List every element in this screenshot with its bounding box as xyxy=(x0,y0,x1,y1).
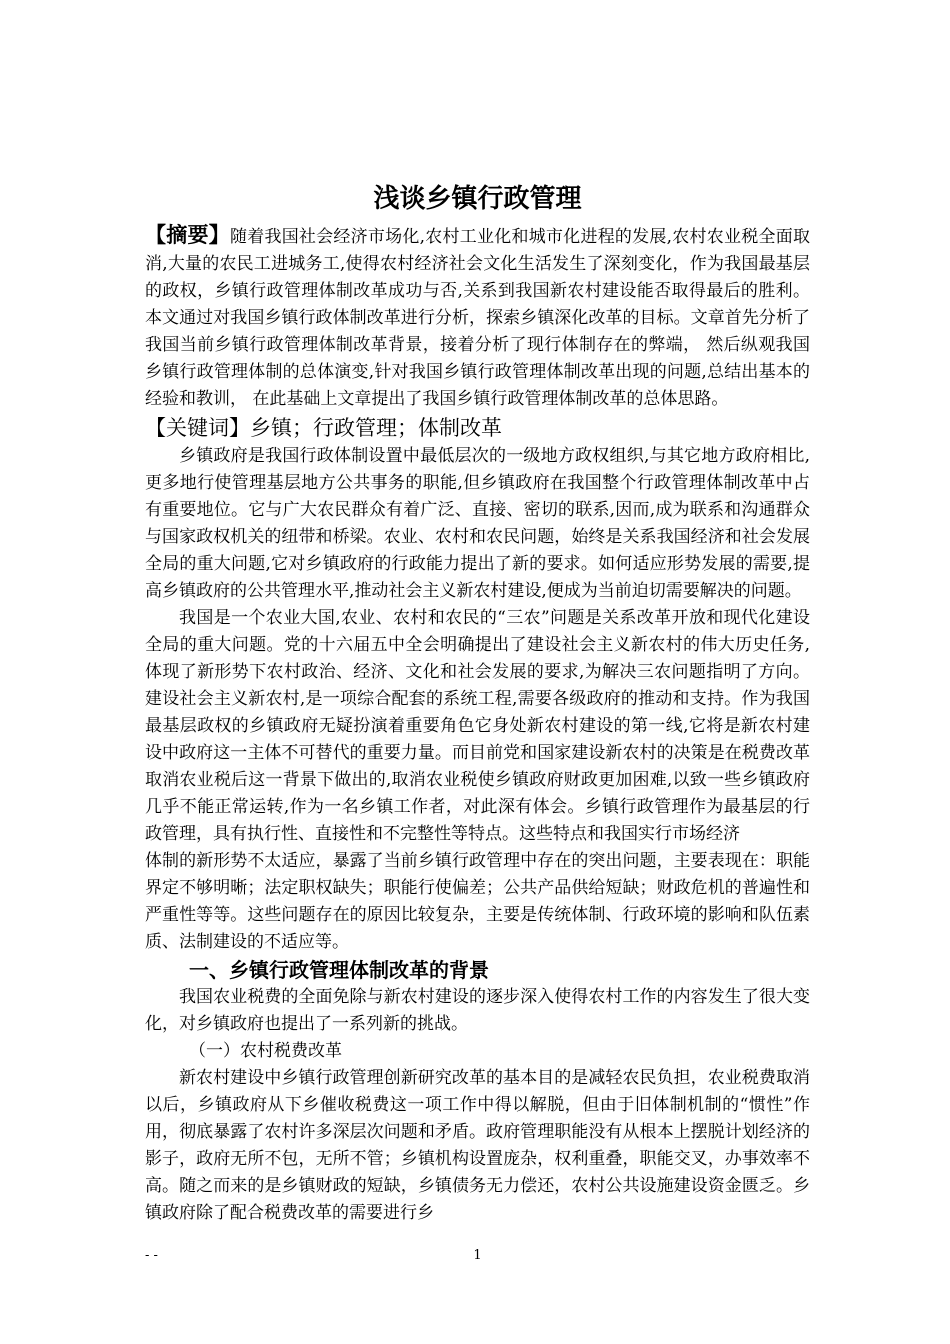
body-paragraph-1: 乡镇政府是我国行政体制设置中最低层次的一级地方政权组织,与其它地方政府相比,更多地行使管理基层地方公共事务的职能,但乡镇政府在我国整个行政管理体制改革中占有重要地位。它与广大农民群众有着广泛、直接、密切的联系,因而,成为联系和沟通群众与国家政权机关的纽带和桥梁。农业、农村和农民问题，始终是关系我国经济和社会发展全局的重大问题,它对乡镇政府的行政能力提出了新的要求。如何适应形势发展的需要,提高乡镇政府的公共管理水平,推动社会主义新农村建设,便成为当前迫切需要解决的问题。 xyxy=(145,446,810,601)
keywords-label: 【关键词】 xyxy=(145,416,250,440)
keywords-line xyxy=(145,413,810,443)
section-heading-1: 一、乡镇行政管理体制改革的背景 xyxy=(189,958,489,982)
abstract-label: 【摘要】 xyxy=(145,223,230,247)
abstract-paragraph xyxy=(145,222,810,413)
subsection-1-text: 新农村建设中乡镇行政管理创新研究改革的基本目的是减轻农民负担，农业税费取消以后，乡镇政府从下乡催收税费这一项工作中得以解脱，但由于旧体制机制的“惯性”作用，彻底暴露了农村许多深层次问题和矛盾。政府管理职能没有从根本上摆脱计划经济的影子，政府无所不包，无所不管；乡镇机构设置庞杂，权利重叠，职能交叉，办事效率不高。随之而来的是乡镇财政的短缺，乡镇债务无力偿还，农村公共设施建设资金匮乏。乡镇政府除了配合税费改革的需要进行乡 xyxy=(145,1068,810,1223)
page-footer xyxy=(145,1248,810,1268)
abstract-text: 随着我国社会经济市场化,农村工业化和城市化进程的发展,农村农业税全面取消,大量的农民工进城务工,使得农村经济社会文化生活发生了深刻变化，作为我国最基层的政权，乡镇行政管理体制改革成功与否,关系到我国新农村建设能否取得最后的胜利。本文通过对我国乡镇行政体制改革进行分析，探索乡镇深化改革的目标。文章首先分析了我国当前乡镇行政管理体制改革背景，接着分析了现行体制存在的弊端， 然后纵观我国乡镇行政管理体制的总体演变,针对我国乡镇行政管理体制改革出现的问题,总结出基本的经验和教训， 在此基础上文章提出了我国乡镇行政管理体制改革的总体思路。 xyxy=(145,227,810,409)
section-1-intro: 我国农业税费的全面免除与新农村建设的逐步深入使得农村工作的内容发生了很大变化，对乡镇政府也提出了一系列新的挑战。 xyxy=(145,987,810,1034)
body-paragraph-2: 我国是一个农业大国,农业、农村和农民的“三农”问题是关系改革开放和现代化建设全局的重大问题。党的十六届五中全会明确提出了建设社会主义新农村的伟大历史任务,体现了新形势下农村政治、经济、文化和社会发展的要求,为解决三农问题指明了方向。建设社会主义新农村,是一项综合配套的系统工程,需要各级政府的推动和支持。作为我国最基层政权的乡镇政府无疑扮演着重要角色它身处新农村建设的第一线,它将是新农村建设中政府这一主体不可替代的重要力量。而目前党和国家建设新农村的决策是在税费改革取消农业税后这一背景下做出的,取消农业税使乡镇政府财政更加困难,以致一些乡镇政府几乎不能正常运转,作为一名乡镇工作者，对此深有体会。乡镇行政管理作为最基层的行政管理，具有执行性、直接性和不完整性等特点。这些特点和我国实行市场经济 xyxy=(145,608,810,844)
document-body xyxy=(145,178,810,1227)
document-title: 浅谈乡镇行政管理 xyxy=(373,184,582,214)
subsection-heading-1: （一）农村税费改革 xyxy=(189,1041,342,1061)
body-paragraph-3: 体制的新形势不太适应，暴露了当前乡镇行政管理中存在的突出问题，主要表现在：职能界定不够明晰；法定职权缺失；职能行使偏差；公共产品供给短缺；财政危机的普遍性和严重性等等。这些问题存在的原因比较复杂，主要是传统体制、行政环境的影响和队伍素质、法制建设的不适应等。 xyxy=(145,851,810,952)
footer-left-mark: - - xyxy=(145,1248,158,1263)
keywords-text: 乡镇；行政管理；体制改革 xyxy=(250,416,502,440)
page-number: 1 xyxy=(473,1248,482,1263)
